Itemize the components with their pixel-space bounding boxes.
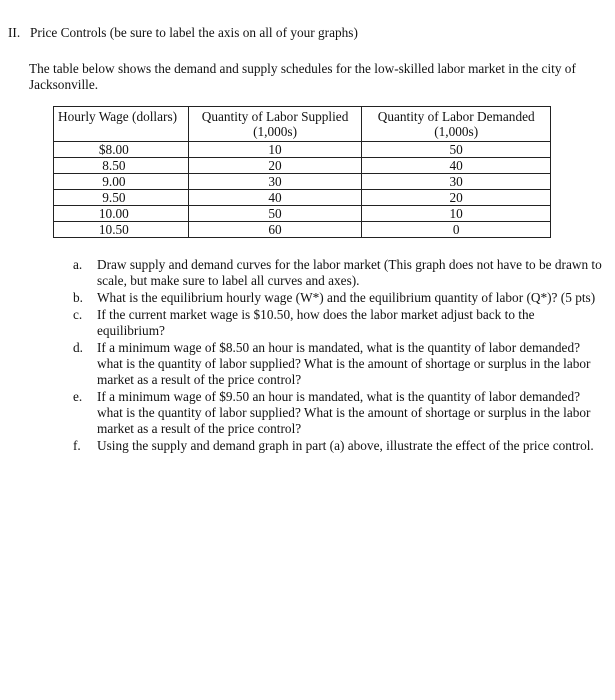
question-text: If a minimum wage of $8.50 an hour is mandated, what is the quantity of labor demanded? what is the quantity of labor supplied? What is the amount of shortage or surplus in the labor market as a result of the price control? [97, 340, 591, 387]
question-list [73, 257, 603, 455]
question-text: If a minimum wage of $9.50 an hour is mandated, what is the quantity of labor demanded? what is the quantity of labor supplied? What is the amount of shortage or surplus in the labor market as a result of the price control? [97, 389, 591, 436]
intro-paragraph: The table below shows the demand and supply schedules for the low-skilled labor market in the city of Jacksonville. [29, 61, 576, 92]
question-letter: b. [73, 290, 83, 305]
supplied-cell: 40 [188, 190, 362, 206]
supplied-cell: 20 [188, 158, 362, 174]
wage-cell: 10.50 [54, 222, 189, 238]
demanded-cell: 50 [362, 142, 551, 158]
supplied-cell: 60 [188, 222, 362, 238]
table-header-row [54, 107, 551, 142]
section-number: II. [8, 25, 21, 40]
table-row [54, 222, 551, 238]
section-heading [8, 25, 358, 41]
table-row [54, 158, 551, 174]
header-quantity-demanded: Quantity of Labor Demanded (1,000s) [362, 107, 551, 142]
question-item-c [73, 307, 603, 339]
header-quantity-supplied: Quantity of Labor Supplied (1,000s) [188, 107, 362, 142]
demanded-cell: 0 [362, 222, 551, 238]
demanded-cell: 10 [362, 206, 551, 222]
question-letter: c. [73, 307, 83, 322]
question-item-b [73, 290, 603, 306]
question-text: If the current market wage is $10.50, how does the labor market adjust back to the equilibrium? [97, 307, 535, 338]
supplied-cell: 10 [188, 142, 362, 158]
question-item-f [73, 438, 603, 454]
demanded-cell: 20 [362, 190, 551, 206]
question-letter: e. [73, 389, 83, 404]
table-row [54, 190, 551, 206]
demanded-cell: 40 [362, 158, 551, 174]
question-letter: f. [73, 438, 81, 453]
wage-cell: 9.50 [54, 190, 189, 206]
section-title: Price Controls (be sure to label the axis on all of your graphs) [30, 25, 358, 40]
wage-cell: 8.50 [54, 158, 189, 174]
wage-cell: 10.00 [54, 206, 189, 222]
question-item-e [73, 389, 603, 437]
schedule-table [53, 106, 551, 238]
header-hourly-wage: Hourly Wage (dollars) [54, 107, 189, 142]
question-text: Using the supply and demand graph in part (a) above, illustrate the effect of the price control. [97, 438, 594, 453]
demanded-cell: 30 [362, 174, 551, 190]
wage-cell: $8.00 [54, 142, 189, 158]
supplied-cell: 30 [188, 174, 362, 190]
supplied-cell: 50 [188, 206, 362, 222]
table-row [54, 142, 551, 158]
question-text: Draw supply and demand curves for the labor market (This graph does not have to be drawn to scale, but make sure to label all curves and axes). [97, 257, 602, 288]
question-text: What is the equilibrium hourly wage (W*) and the equilibrium quantity of labor (Q*)? (5 pts) [97, 290, 596, 305]
wage-cell: 9.00 [54, 174, 189, 190]
question-letter: a. [73, 257, 83, 272]
question-item-d [73, 340, 603, 388]
question-letter: d. [73, 340, 83, 355]
table-row [54, 206, 551, 222]
question-item-a [73, 257, 603, 289]
table-row [54, 174, 551, 190]
